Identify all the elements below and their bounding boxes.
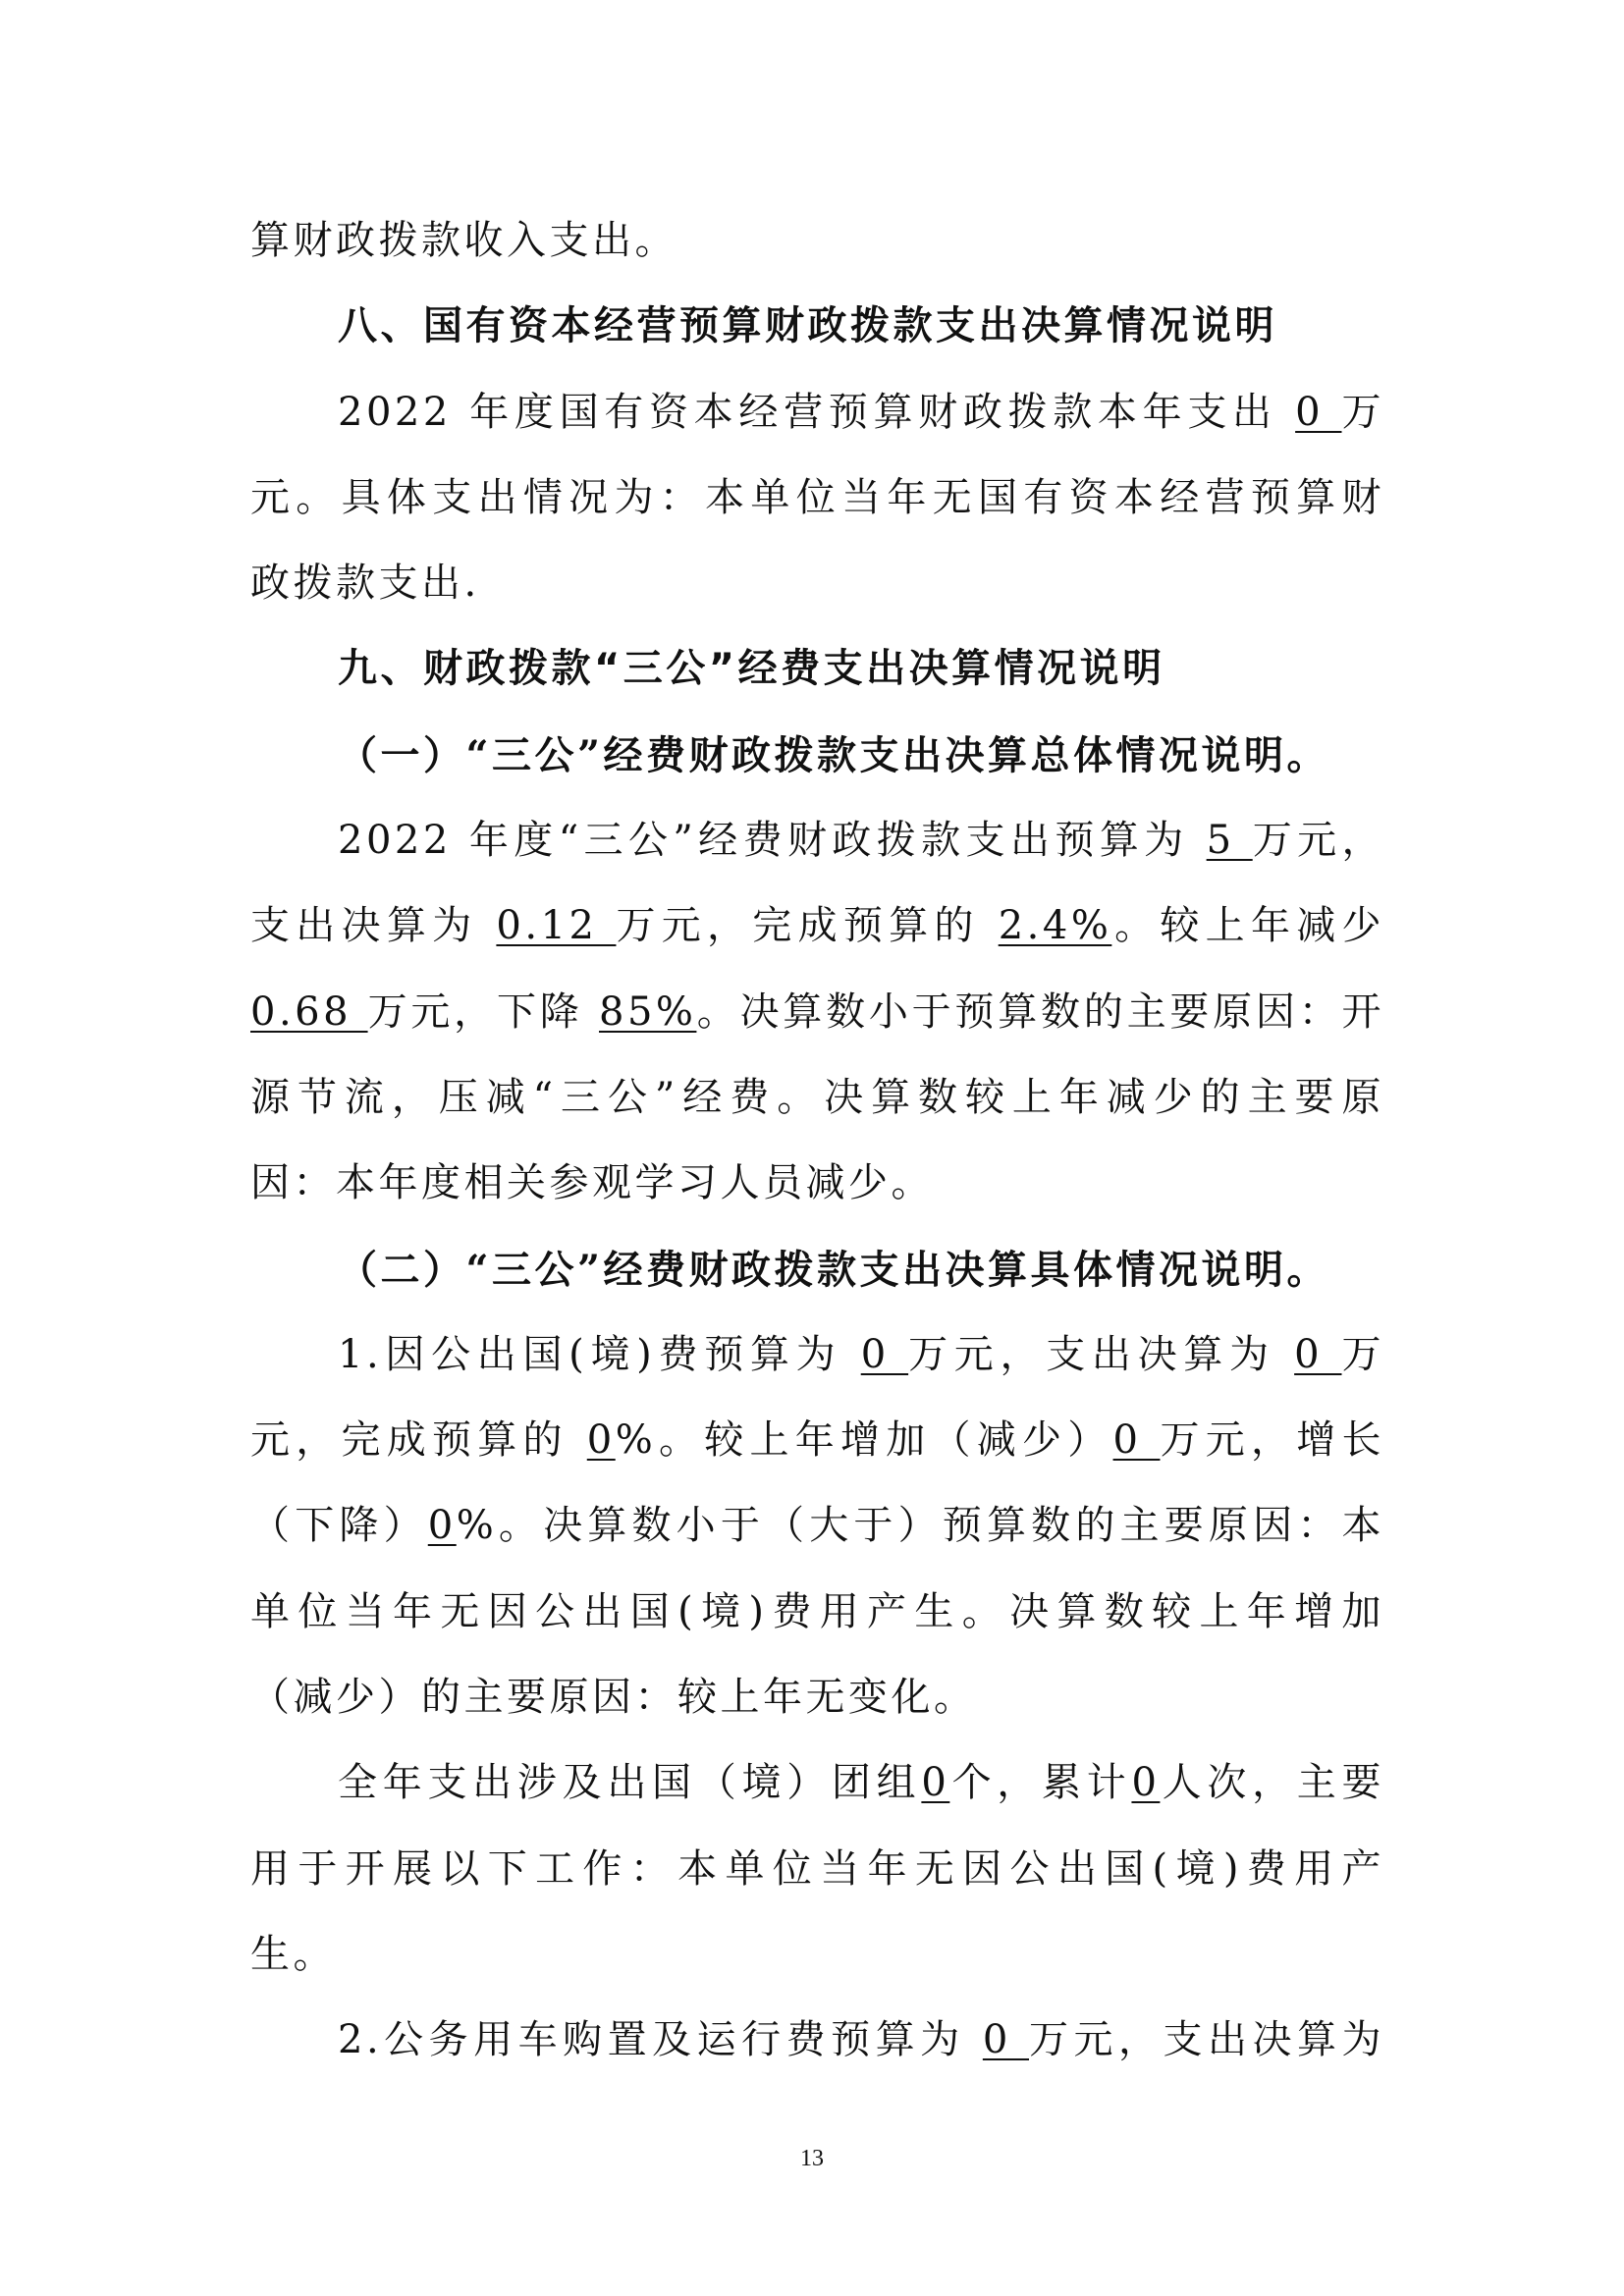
text-segment: 算财政拨款收入支出。 [250, 218, 677, 263]
underlined-value: 0 [1131, 1760, 1161, 1806]
paragraph-line [250, 1998, 1384, 2083]
section-heading [250, 284, 1384, 369]
underlined-value: 0 [586, 1417, 616, 1464]
paragraph-line [250, 541, 1384, 626]
text-segment: 九、财政拨款“三公”经费支出决算情况说明 [338, 646, 1165, 692]
paragraph-line [250, 1398, 1384, 1483]
underlined-value: 0 [982, 2017, 1030, 2063]
text-segment: 。较上年减少 [1111, 903, 1385, 949]
subsection-heading [250, 713, 1384, 798]
paragraph-line [250, 1570, 1384, 1655]
paragraph-line [250, 1312, 1384, 1398]
document-body [250, 198, 1384, 2084]
paragraph-line [250, 1827, 1384, 1912]
underlined-value: 85% [599, 988, 697, 1035]
text-segment: %。决算数小于（大于）预算数的主要原因：本 [456, 1503, 1385, 1549]
text-segment: 万元，下降 [367, 988, 600, 1035]
paragraph-line [250, 1055, 1384, 1141]
text-segment: 万元， [1252, 818, 1384, 864]
underlined-value: 0.68 [250, 988, 368, 1035]
text-segment: 万 [1341, 1331, 1384, 1377]
underlined-value: 0 [921, 1760, 950, 1806]
text-segment: 2022 年度国有资本经营预算财政拨款本年支出 [338, 389, 1296, 435]
text-segment: %。较上年增加（减少） [615, 1417, 1113, 1464]
text-segment: 万 [1341, 389, 1384, 435]
paragraph-line [250, 970, 1384, 1055]
text-segment: 2.公务用车购置及运行费预算为 [338, 2017, 983, 2063]
paragraph-line [250, 455, 1384, 541]
text-segment: 全年支出涉及出国（境）团组 [338, 1760, 922, 1806]
text-segment: （二）“三公”经费财政拨款支出决算具体情况说明。 [338, 1246, 1330, 1293]
paragraph-line [250, 1141, 1384, 1226]
paragraph-line [250, 883, 1384, 969]
paragraph-line [250, 1912, 1384, 1998]
text-segment: 生。 [250, 1931, 336, 1977]
text-segment: 万元，增长 [1160, 1417, 1384, 1464]
section-heading [250, 626, 1384, 712]
text-segment: （一）“三公”经费财政拨款支出决算总体情况说明。 [338, 731, 1330, 778]
text-segment: 政拨款支出. [250, 561, 480, 607]
text-segment: 个，累计 [949, 1760, 1132, 1806]
subsection-heading [250, 1227, 1384, 1312]
underlined-value: 0.12 [496, 903, 617, 949]
paragraph-line [250, 1740, 1384, 1826]
text-segment: 2022 年度“三公”经费财政拨款支出预算为 [338, 818, 1207, 864]
text-segment: 八、国有资本经营预算财政拨款支出决算情况说明 [338, 303, 1277, 349]
text-segment: 用于开展以下工作：本单位当年无因公出国(境)费用产 [250, 1845, 1384, 1892]
text-segment: 1.因公出国(境)费预算为 [338, 1331, 861, 1377]
text-segment: 因：本年度相关参观学习人员减少。 [250, 1160, 934, 1206]
text-segment: 元，完成预算的 [250, 1417, 587, 1464]
underlined-value: 0 [1295, 389, 1342, 435]
underlined-value: 0 [860, 1331, 909, 1377]
text-segment: （下降） [250, 1503, 428, 1549]
text-segment: 万元，支出决算为 [1029, 2017, 1384, 2063]
paragraph-line [250, 198, 1384, 284]
paragraph-line [250, 798, 1384, 883]
page-number: 13 [800, 2146, 824, 2171]
text-segment: 万元，完成预算的 [616, 903, 999, 949]
underlined-value: 2.4% [998, 903, 1112, 949]
text-segment: 万元，支出决算为 [908, 1331, 1295, 1377]
underlined-value: 0 [1294, 1331, 1342, 1377]
text-segment: 支出决算为 [250, 903, 497, 949]
text-segment: 元。具体支出情况为：本单位当年无国有资本经营预算财 [250, 474, 1384, 520]
text-segment: 。决算数小于预算数的主要原因：开 [696, 988, 1385, 1035]
underlined-value: 0 [1112, 1417, 1161, 1464]
text-segment: 人次，主要 [1160, 1760, 1385, 1806]
text-segment: （减少）的主要原因：较上年无变化。 [250, 1675, 977, 1721]
underlined-value: 5 [1206, 818, 1253, 864]
underlined-value: 0 [427, 1503, 457, 1549]
text-segment: 源节流，压减“三公”经费。决算数较上年减少的主要原 [250, 1074, 1384, 1120]
paragraph-line [250, 1483, 1384, 1569]
text-segment: 单位当年无因公出国(境)费用产生。决算数较上年增加 [250, 1588, 1384, 1634]
paragraph-line [250, 370, 1384, 455]
paragraph-line [250, 1655, 1384, 1740]
